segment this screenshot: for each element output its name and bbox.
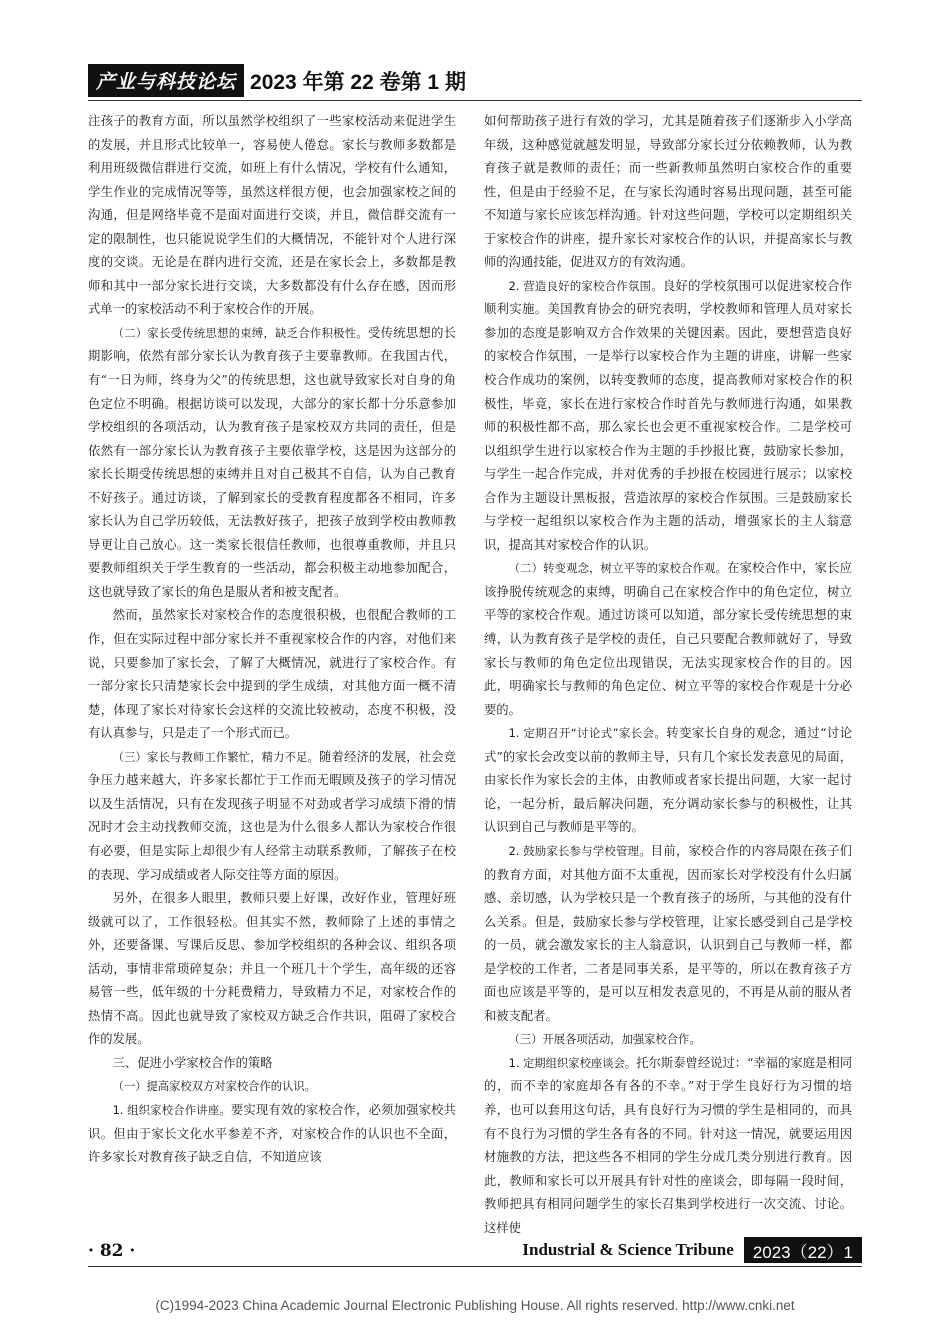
paragraph-body: 随着经济的发展，社会竞争压力越来越大，许多家长都忙于工作而无暇顾及孩子的学习情况以及生活情况，只有在发现孩子明显不对劲或者学习成绩下滑的情况时才会主动找教师交流，这也是为什么很多人都认为家校合作很有必要，但是实际上却很少有人经常主动联系教师，了解孩子在校的表现、学习成绩或者人际交往等方面的原因。 — [88, 749, 456, 882]
page-number: · 82 · — [88, 1241, 136, 1261]
section-heading: 三、促进小学家校合作的策略 — [112, 1055, 273, 1070]
right-column — [484, 110, 852, 1240]
journal-header — [88, 64, 466, 97]
item-title: 2. 营造良好的家校合作氛围。 — [508, 279, 663, 293]
subsection-title: （三）家长与教师工作繁忙，精力不足。 — [112, 750, 320, 764]
item-title: 2. 鼓励家长参与学校管理。 — [508, 844, 651, 858]
paragraph — [484, 557, 852, 722]
copyright-line: (C)1994-2023 China Academic Journal Electronic Publishing House. All rights reserved. http://www.cnki.net — [155, 1298, 795, 1313]
subsection-title: （三）开展各项活动，加强家校合作。 — [508, 1033, 701, 1047]
subsection-heading — [484, 1028, 852, 1052]
paragraph — [484, 275, 852, 558]
paragraph — [484, 722, 852, 840]
paragraph: 如何帮助孩子进行有效的学习，尤其是随着孩子们逐渐步入小学高年级，这种感觉就越发明显，导致部分家长过分依赖教师，认为教育孩子就是教师的责任；而一些新教师虽然明白家校合作的重要性，但是由于经验不足，在与家长沟通时容易出现问题，甚至可能不知道与家长应该怎样沟通。针对这些问题，学校可以定期组织关于家校合作的讲座，提升家长对家校合作的认识，并提高家长与教师的沟通技能，促进双方的有效沟通。 — [484, 114, 852, 270]
left-column — [88, 110, 456, 1170]
paragraph: 另外，在很多人眼里，教师只要上好课，改好作业，管理好班级就可以了，工作很轻松。但其实不然，教师除了上述的事情之外，还要备课、写课后反思、参加学校组织的各种会议、组织各项活动，事情非常琐碎复杂；并且一个班几十个学生，高年级的还容易管一些，低年级的十分耗费精力，导致精力不足，对家校合作的热情不高。因此也就导致了家校双方缺乏合作共识，阻碍了家校合作的发展。 — [88, 891, 456, 1047]
header-rule — [88, 100, 862, 101]
issue-title: 2023 年第 22 卷第 1 期 — [250, 70, 466, 94]
paragraph — [88, 1099, 456, 1170]
footer-journal — [522, 1236, 862, 1264]
paragraph-body: 在家校合作中，家长应该挣脱传统观念的束缚，明确自己在家校合作中的角色定位，树立平等的家校合作观。通过访谈可以知道，部分家长受传统思想的束缚，认为教育孩子是学校的责任，自己只要配合教师就好了，导致家长与教师的角色定位出现错误，无法实现家校合作的目的。因此，明确家长与教师的角色定位、树立平等的家校合作观是十分必要的。 — [484, 561, 852, 717]
paragraph — [484, 1052, 852, 1240]
paragraph-body: 目前，家校合作的内容局限在孩子们的教育方面，对其他方面不太重视，因而家长对学校没有什么归属感、亲切感，认为学校只是一个教育孩子的场所，与其他的没有什么关系。但是，鼓励家长参与学校管理，让家长感受到自己是学校的一员，就会激发家长的主人翁意识，认识到自己与教师一样，都是学校的工作者，二者是同事关系，是平等的，所以在教育孩子方面也应该是平等的，是可以互相发表意见的，不再是从前的服从者和被支配者。 — [484, 843, 852, 1023]
paragraph — [88, 322, 456, 605]
paragraph: 然而，虽然家长对家校合作的态度很积极，也很配合教师的工作，但在实际过程中部分家长并不重视家校合作的内容，对他们来说，只要参加了家长会，了解了大概情况，就进行了家校合作。有一部分家长只清楚家长会中提到的学生成绩，对其他方面一概不清楚，体现了家长对待家长会这样的交流比较被动，态度不积极，没有认真参与，只是走了一个形式而已。 — [88, 608, 456, 741]
item-title: 1. 组织家校合作讲座。 — [112, 1103, 231, 1117]
paragraph-body: 受传统思想的长期影响，依然有部分家长认为教育孩子主要靠教师。在我国古代，有“一日为师，终身为父”的传统思想，这也就导致家长对自身的角色定位不明确。根据访谈可以发现，大部分的家长都十分乐意参加学校组织的各项活动，认为教育孩子是家校双方共同的责任，但是依然有一部分家长认为教育孩子主要依靠学校，这是因为这部分的家长长期受传统思想的束缚并且对自己极其不自信，认为自己教育不好孩子。通过访谈，了解到家长的受教育程度都各不相同，许多家长认为自己学历较低，无法教好孩子，把孩子放到学校由教师教导更让自己放心。这一类家长很信任教师，也很尊重教师，并且只要教师组织关于学生教育的一些活动，都会积极主动地参加配合，这也就导致了家长的角色是服从者和被支配者。 — [88, 325, 456, 599]
paragraph-body: 要实现有效的家校合作，必须加强家校共识。但由于家长文化水平参差不齐，对家校合作的认识也不全面，许多家长对教育孩子缺乏自信，不知道应该 — [88, 1102, 456, 1165]
paragraph-body: 转变家长自身的观念，通过“讨论式”的家长会改变以前的教师主导，只有几个家长发表意见的局面，由家长作为家长会的主体，由教师或者家长提出问题，大家一起讨论，一起分析，最后解决问题，充分调动家长参与的积极性，让其认识到自己与教师是平等的。 — [484, 726, 852, 835]
subsection-title: （二）家长受传统思想的束缚，缺乏合作积极性。 — [112, 326, 369, 340]
paragraph — [88, 746, 456, 887]
subsection-title: （二）转变观念，树立平等的家校合作观。 — [508, 562, 728, 576]
issue-badge: 2023（22）1 — [744, 1237, 862, 1263]
item-title: 1. 定期召开“讨论式”家长会。 — [508, 727, 667, 741]
journal-name-badge: 产业与科技论坛 — [88, 64, 244, 97]
paragraph-body: 良好的学校氛围可以促进家校合作顺利实施。美国教育协会的研究表明，学校教师和管理人员对家长参加的态度是影响双方合作效果的关键因素。因此，要想营造良好的家校合作氛围，一是举行以家校合作为主题的讲座，讲解一些家校合作成功的案例，以转变教师的态度，提高教师对家校合作的积极性，毕竟，家长在进行家校合作时首先与教师进行沟通，如果教师的积极性都不高，那么家长也会更不重视家校合作。二是学校可以组织学生进行以家校合作为主题的手抄报比赛，鼓励家长参加，与学生一起合作完成，并对优秀的手抄报在校园进行展示；以家校合作为主题设计黑板报，营造浓厚的家校合作氛围。三是鼓励家长与学校一起组织以家校合作为主题的活动，增强家长的主人翁意识，提高其对家校合作的认识。 — [484, 278, 852, 552]
item-title: 1. 定期组织家校座谈会。 — [508, 1056, 637, 1070]
subsection-title: （一）提高家校双方对家校合作的认识。 — [112, 1080, 316, 1094]
paragraph: 注孩子的教育方面，所以虽然学校组织了一些家校活动来促进学生的发展，并且形式比较单一，容易使人倦怠。家长与教师多数都是利用班级微信群进行交流，如班上有什么情况，学校有什么通知，学生作业的完成情况等等，虽然这样很方便，也会加强家校之间的沟通，但是网络毕竟不是面对面进行交谈，并且，微信群交流有一定的限制性，也只能说说学生们的大概情况，不能针对个人进行深度的交谈。无论是在群内进行交流，还是在家长会上，多数都是教师和其中一部分家长进行交谈，大多数都没有什么存在感，因而形式单一的家校活动不利于家校合作的开展。 — [88, 114, 456, 317]
english-journal-title: Industrial & Science Tribune — [522, 1240, 734, 1259]
paragraph — [484, 840, 852, 1028]
paragraph-body: 托尔斯泰曾经说过：“幸福的家庭是相同的，而不幸的家庭却各有各的不幸。”对于学生良好行为习惯的培养，也可以套用这句话，具有良好行为习惯的学生是相同的，而具有不良行为习惯的学生各有各的不同。针对这一情况，就要运用因材施教的方法，把这些各不相同的学生分成几类分别进行教育。因此，教师和家长可以开展具有针对性的座谈会，即每隔一段时间，教师把具有相同问题学生的家长召集到学校进行一次交流、讨论。这样使 — [484, 1055, 852, 1235]
subsection-heading — [88, 1075, 456, 1099]
footer-rule — [88, 1266, 862, 1267]
